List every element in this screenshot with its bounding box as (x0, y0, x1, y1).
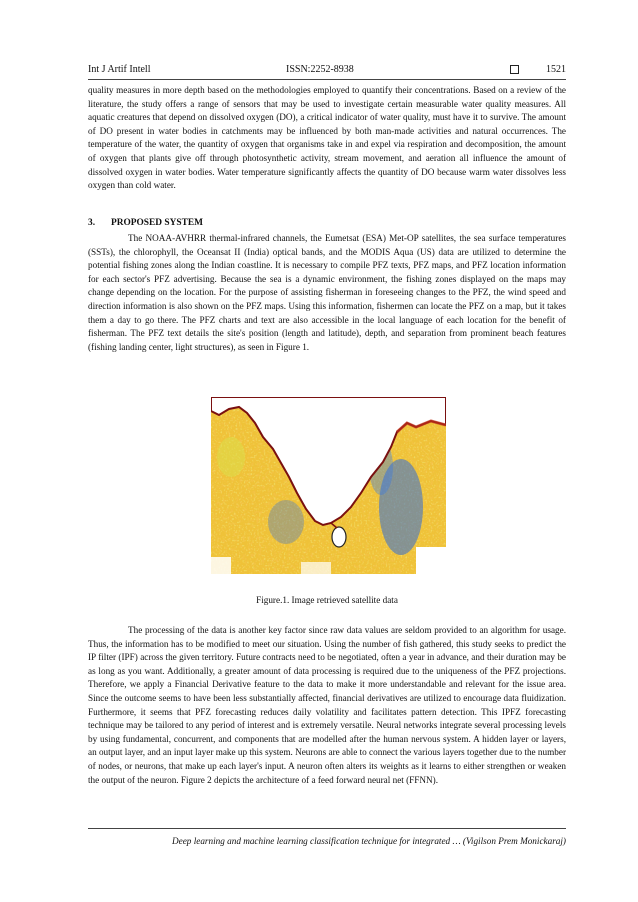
satellite-map-figure (211, 397, 446, 574)
section-paragraph: The NOAA-AVHRR thermal-infrared channels, the Eumetsat (ESA) Met-OP satellites, the sea surface temperatures (SSTs), the chlorophyll, the Oceansat II (India) optical bands, and the MODIS Aqua (US) data are utilized to determine the potential fishing zones along the Indian coastline. It is necessary to compile PFZ texts, PFZ maps, and PFZ location information for each sector's PFZ advertising. Because the sea is a dynamic environment, the fishing zones displayed on the maps may change depending on the location. For the purpose of assisting fisherman in foreseeing changes to the PFZ, the wind speed and direction information is also shown on the PFZ maps. Using this information, fishermen can locate the PFZ on a map, but it takes them a day to go there. The PFZ charts and text are also accessible in the local language of each location for the benefit of fisherman. The PFZ text details the site's position (length and latitude), depth, and separation from prominent beach features (fishing landing center, light structures), as seen in Figure 1. (88, 233, 566, 352)
page-header (88, 64, 566, 80)
header-rule (88, 79, 566, 80)
footer-rule (88, 828, 566, 829)
page-number: 1521 (546, 64, 566, 75)
checkbox-icon (510, 65, 519, 74)
cloud-patch-sw (211, 557, 231, 574)
section-heading (88, 218, 203, 228)
issn: ISSN:2252-8938 (286, 64, 354, 75)
warm-zone-west (217, 437, 245, 477)
cloud-patch-se (416, 547, 446, 574)
cool-zone-west (268, 500, 304, 544)
page-footer: Deep learning and machine learning classification technique for integrated … (Vigilson Prem Monickaraj) (172, 836, 566, 846)
processing-paragraph: The processing of the data is another key factor since raw data values are seldom provided to an algorithm for usage. Thus, the information has to be modified to meet our situation. Using the number of fish gathered, this study seeks to predict the IP filter (IPF) across the given territory. Future contracts need to be negotiated, often a year in advance, and their duration may be as long as you want. Additionally, a greater amount of data processing is required due to the uniqueness of the PFZ projections. Therefore, we apply a Financial Derivative feature to the data to make it more understandable and relevant for the issue area. Since the outcome seems to have been less substantially affected, financial derivatives are utilized to encourage data fluidization. Furthermore, it seems that PFZ forecasting reduces daily volatility and facilitates pattern detection. This IPFZ forecasting technique may be tailored to any period of interest and is extremely versatile. Neural networks integrate several processing levels by using fundamental, concurrent, and components that are modelled after the human nervous system. A hidden layer or layers, an output layer, and an input layer make up this system. Neurons are able to connect the various layers together due to the number of nodes, or neurons, that make up each layer's input. A neuron often alters its weights as it learns to either strengthen or weaken the output of the neuron. Figure 2 depicts the architecture of a feed forward neural net (FFNN). (88, 625, 567, 785)
section-title: PROPOSED SYSTEM (111, 218, 203, 228)
island (332, 527, 346, 547)
intro-paragraph: quality measures in more depth based on the methodologies employed to quantify their concentrations. Based on a review of the literature, the study offers a range of sensors that may be used to investigate certain measurable water quality measures. All aquatic creatures that depend on dissolved oxygen (DO), a critical indicator of water quality, must have it to survive. The amount of DO present in water bodies in catchments may be influenced by both man-made activities and natural occurrences. The temperature of the water, the quantity of oxygen that organisms take in and expel via respiration and decomposition, the amount of oxygen that plants give off through photosynthetic activity, stream movement, and aeration all influence the amount of dissolved oxygen in water bodies. Water temperature significantly affects the quantity of DO because warm water dissolves less oxygen than cold water. (88, 85, 566, 191)
journal-name: Int J Artif Intell (88, 64, 151, 75)
section-number: 3. (88, 218, 96, 228)
figure-caption: Figure.1. Image retrieved satellite data (256, 595, 398, 605)
cloud-patch-s (301, 562, 331, 574)
